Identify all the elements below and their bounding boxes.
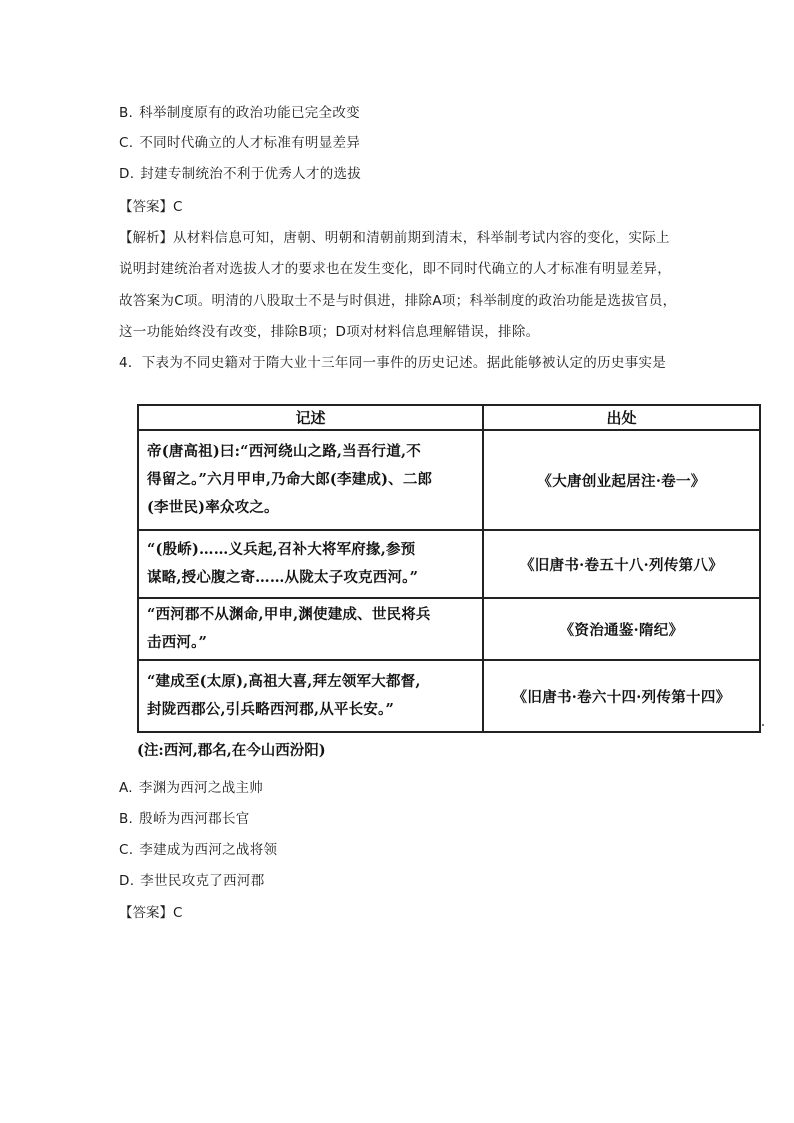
table-header-row xyxy=(138,405,760,430)
header-source: 出处 xyxy=(483,405,760,430)
answer-value: C xyxy=(173,905,183,921)
analysis-line-2: 说明封建统治者对选拔人才的要求也在发生变化，即不同时代确立的人才标准有明显差异， xyxy=(119,261,671,277)
option-text: 李建成为西河之战将领 xyxy=(139,842,278,858)
option-letter: D. xyxy=(119,873,135,889)
prev-answer xyxy=(119,198,183,216)
option-text: 李世民攻克了西河郡 xyxy=(140,873,265,889)
option-text: 殷峤为西河郡长官 xyxy=(139,811,250,827)
table-row xyxy=(138,430,760,530)
table-note: (注:西河,郡名,在今山西汾阳) xyxy=(137,742,326,759)
option-text: 李渊为西河之战主帅 xyxy=(138,780,264,796)
option-d xyxy=(119,872,265,890)
scan-speck xyxy=(762,724,764,726)
option-letter: C. xyxy=(119,842,134,858)
analysis-line-4: 这一功能始终没有改变，排除B项；D项对材料信息理解错误，排除。 xyxy=(119,324,540,340)
table-row xyxy=(138,530,760,598)
record-line: 帝(唐高祖)曰:“西河绕山之路,当吾行道,不 xyxy=(147,443,421,460)
history-table-container xyxy=(137,404,759,730)
option-text: 封建专制统治不利于优秀人才的选拔 xyxy=(140,166,362,182)
record-line: “西河郡不从渊命,甲申,渊使建成、世民将兵 xyxy=(147,606,431,623)
record-line: “(殷峤)……义兵起,召补大将军府掾,参预 xyxy=(147,541,416,558)
table-row xyxy=(138,598,760,660)
option-text: 不同时代确立的人才标准有明显差异 xyxy=(139,135,361,151)
option-letter: B. xyxy=(119,105,134,121)
option-letter: A. xyxy=(119,780,133,796)
record-line: 击西河。” xyxy=(147,634,208,651)
analysis-line-3: 故答案为C项。明清的八股取士不是与时俱进，排除A项；科举制度的政治功能是选拔官员， xyxy=(119,293,677,309)
record-cell xyxy=(138,598,483,660)
question-4-answer xyxy=(119,904,183,922)
option-c xyxy=(119,841,277,859)
header-record: 记述 xyxy=(138,405,483,430)
record-line: 谋略,授心腹之寄……从陇太子攻克西河。” xyxy=(147,569,419,586)
answer-label: 【答案】 xyxy=(119,199,173,215)
option-c-prev xyxy=(119,134,360,152)
option-b-prev xyxy=(119,104,360,122)
option-b xyxy=(119,810,250,828)
answer-value: C xyxy=(173,199,183,215)
source-cell: 《旧唐书·卷六十四·列传第十四》 xyxy=(483,660,760,732)
record-line: 封陇西郡公,引兵略西河郡,从平长安。” xyxy=(147,701,394,718)
answer-label: 【答案】 xyxy=(119,905,173,921)
record-line: “建成至(太原),高祖大喜,拜左领军大都督, xyxy=(147,673,421,690)
source-cell: 《大唐创业起居注·卷一》 xyxy=(483,430,760,530)
history-records-table xyxy=(137,404,761,733)
source-cell: 《资治通鉴·隋纪》 xyxy=(483,598,760,660)
record-line: 得留之。”六月甲申,乃命大郎(李建成)、二郎 xyxy=(147,471,433,488)
option-letter: D. xyxy=(119,166,135,182)
question-4-stem: 4．下表为不同史籍对于隋大业十三年同一事件的历史记述。据此能够被认定的历史事实是 xyxy=(119,355,667,371)
option-letter: C. xyxy=(119,135,134,151)
analysis-text: 从材料信息可知，唐朝、明朝和清朝前期到清末，科举制考试内容的变化，实际上 xyxy=(173,230,670,246)
record-line: (李世民)率众攻之。 xyxy=(147,499,279,516)
option-a xyxy=(119,779,263,797)
analysis-line-1 xyxy=(119,229,670,247)
option-text: 科举制度原有的政治功能已完全改变 xyxy=(139,105,360,121)
analysis-label: 【解析】 xyxy=(119,230,173,246)
source-cell: 《旧唐书·卷五十八·列传第八》 xyxy=(483,530,760,598)
record-cell xyxy=(138,530,483,598)
table-row xyxy=(138,660,760,732)
record-cell xyxy=(138,660,483,732)
option-d-prev xyxy=(119,165,361,183)
record-cell xyxy=(138,430,483,530)
option-letter: B. xyxy=(119,811,134,827)
